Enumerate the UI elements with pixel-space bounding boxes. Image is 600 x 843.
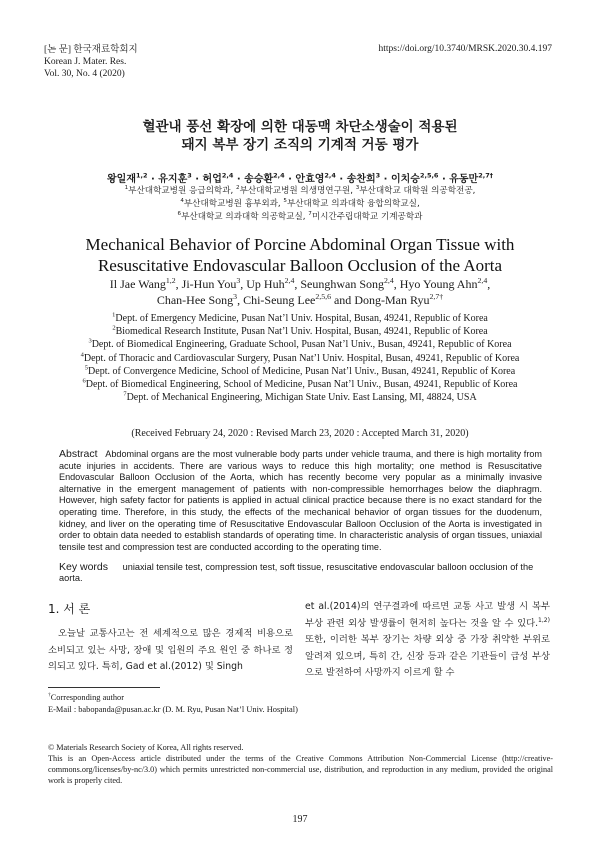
- author-separator: ,: [237, 293, 244, 307]
- footnote-divider: [48, 687, 160, 688]
- korean-affiliation-number: 2: [236, 185, 240, 192]
- author-separator: ,: [294, 277, 301, 291]
- author-separator: ·: [438, 174, 450, 185]
- korean-author-affil: 2,4: [221, 171, 234, 180]
- english-affiliation-text: Dept. of Convergence Medicine, School of Medicine, Pusan Nat’l Univ., Busan, 49241, Republic of Korea: [88, 365, 516, 377]
- english-authors: [40, 276, 560, 308]
- korean-title-line-2: 돼지 복부 장기 조직의 기계적 거동 평가: [181, 137, 419, 153]
- english-author-name: Up Huh: [246, 277, 285, 291]
- english-affiliation-text: Dept. of Biomedical Engineering, School of Medicine, Pusan Nat’l Univ., Busan, 49241, Republic of Korea: [85, 379, 518, 391]
- body-text-right-a: et al.(2014)의 연구결과에 따르면 교통 사고 발생 시 복부 부상 관련 외상 발생률이 현저히 높다는 것을 알 수 있다.: [305, 601, 550, 629]
- english-author-name: Seunghwan Song: [300, 277, 385, 291]
- english-author-name: Hyo Young Ahn: [399, 277, 478, 291]
- journal-line-3: Vol. 30, No. 4 (2020): [44, 69, 125, 79]
- english-authors-line-1: [40, 276, 560, 292]
- english-affiliation-line: [30, 365, 570, 378]
- author-separator: ,: [240, 277, 247, 291]
- license-block: [48, 742, 553, 786]
- korean-affiliations: [40, 185, 560, 224]
- english-affiliation-text: Dept. of Thoracic and Cardiovascular Surgery, Pusan Nat’l Univ. Hospital, Busan, 49241, Republic of Korea: [83, 352, 520, 364]
- korean-author-name: 이치승: [390, 174, 420, 185]
- english-author-affil: 1,2: [165, 276, 176, 285]
- korean-affiliation-text: 부산대학교 의과대학 의공학교실,: [181, 212, 309, 222]
- korean-affiliation-number: 3: [355, 185, 360, 192]
- author-separator: ·: [191, 174, 203, 185]
- english-author-name: Chan-Hee Song: [156, 293, 234, 307]
- korean-authors: [40, 170, 560, 185]
- english-authors-line-2: [40, 292, 560, 308]
- korean-author-name: 유동만: [449, 174, 479, 185]
- english-affiliation-number: 3: [88, 338, 92, 346]
- english-author-name: Dong-Man Ryu: [354, 293, 430, 307]
- english-author-affil: 2,4: [477, 276, 488, 285]
- korean-author-name: 송승환: [244, 174, 274, 185]
- english-affiliation-number: 4: [80, 351, 84, 359]
- body-text-left: 오늘날 교통사고는 전 세계적으로 많은 경제적 비용으로 소비되고 있는 사망, 장애 및 입원의 주요 원인 중 하나로 정의되고 있다. 특히, Gad et al.(2012) 및 Singh: [48, 628, 293, 672]
- korean-author-affil: 3: [375, 171, 381, 180]
- korean-affiliation-text: 부산대학교병원 흉부외과,: [183, 199, 284, 209]
- korean-affiliation-number: 1: [124, 185, 129, 192]
- english-affiliation-number: 1: [112, 311, 116, 319]
- author-separator: ·: [147, 174, 159, 185]
- english-author-affil: 2,4: [384, 276, 394, 285]
- korean-affiliation-number: 5: [283, 198, 287, 205]
- english-title: [40, 234, 560, 276]
- english-affiliation-text: Dept. of Mechanical Engineering, Michigan State Univ. East Lansing, MI, 48824, USA: [126, 392, 477, 404]
- english-affiliation-number: 7: [123, 390, 127, 398]
- corresponding-email: E-Mail : babopanda@pusan.ac.kr (D. M. Ryu, Pusan Nat’l Univ. Hospital): [48, 705, 298, 714]
- english-affiliation-text: Biomedical Research Institute, Pusan Nat’l Univ. Hospital, Busan, 49241, Republic of Korea: [115, 326, 488, 338]
- korean-affiliation-text: 부산대학교 대학원 의공학전공,: [359, 186, 476, 196]
- body-citation: 1,2): [538, 616, 550, 624]
- english-author-affil: 3: [233, 292, 238, 301]
- keywords: [59, 561, 542, 583]
- korean-title: [40, 118, 560, 154]
- english-affiliation-line: [30, 391, 570, 404]
- copyright-line: © Materials Research Society of Korea, All rights reserved.: [48, 743, 244, 752]
- corresponding-author-note: [48, 692, 124, 703]
- korean-author-name: 안효영: [295, 174, 325, 185]
- english-author-affil: 2,5,6: [315, 292, 331, 301]
- author-separator: ,: [175, 277, 182, 291]
- english-title-line-1: Mechanical Behavior of Porcine Abdominal Organ Tissue with: [85, 235, 515, 254]
- abstract-label: Abstract: [59, 448, 98, 460]
- english-author-affil: 2,4: [284, 276, 295, 285]
- korean-author-affil: 1,2: [135, 171, 148, 180]
- english-affiliation-number: 6: [82, 377, 86, 385]
- english-author-affil: 3: [236, 276, 241, 285]
- body-text-right-b: 또한, 이러한 복부 장기는 차량 외상 중 가장 취약한 부위로 알려져 있으며, 특히 간, 신장 등과 같은 기관들이 급성 부상으로 발전하여 사망까지 이르게 할 수: [305, 634, 550, 678]
- korean-affiliation-number: 7: [308, 211, 312, 218]
- english-affiliation-text: Dept. of Emergency Medicine, Pusan Nat’l Univ. Hospital, Busan, 49241, Republic of Korea: [115, 313, 488, 324]
- korean-affiliation-line-3: [40, 211, 560, 224]
- author-separator: and: [330, 293, 355, 307]
- korean-author-name: 송찬희: [346, 174, 376, 185]
- english-title-line-2: Resuscitative Endovascular Balloon Occlusion of the Aorta: [97, 256, 503, 275]
- korean-author-name: 유지훈: [158, 174, 188, 185]
- section-heading-introduction: 1. 서 론: [48, 602, 91, 616]
- korean-author-name: 허업: [202, 174, 222, 185]
- english-affiliation-line: [30, 352, 570, 365]
- author-separator: ,: [487, 277, 491, 291]
- abstract-text: Abdominal organs are the most vulnerable body parts under vehicle trauma, and there is high mortality from acute injuries in accidents. There are various ways to reduce this high mortality; one method is Resuscitative Endovascular Balloon Occlusion of the Aorta, which has recently become very popular as a minimally invasive alternative in the emergent management of patients with non-compressible hemorrhages below the diaphragm. However, high safety factor for patients is applied in actual clinical practice because there is no exact standard for the operating time. Therefore, in this study, the effects of the mechanical behavior of organ tissues for the duodenum, kidney, and liver on the operating time of Resuscitative Endovascular Balloon Occlusion of the Aorta is investigated in order to obtain data needed to establish standards of operating time. In characteristic analysis of organ tissues, uniaxial tensile test and compression test are conducted according to the operating time.: [59, 449, 542, 552]
- body-column-right: [305, 599, 550, 682]
- english-author-affil: 2,7†: [429, 292, 444, 301]
- korean-affiliation-text: 부산대학교병원 의생명연구원,: [239, 186, 356, 196]
- journal-line-2: Korean J. Mater. Res.: [44, 57, 127, 67]
- english-affiliation-line: [30, 325, 570, 338]
- english-affiliation-number: 5: [84, 364, 89, 372]
- korean-author-affil: 2,5,6: [419, 171, 439, 180]
- doi-link[interactable]: https://doi.org/10.3740/MRSK.2020.30.4.197: [378, 44, 552, 54]
- korean-affiliation-number: 6: [177, 211, 182, 218]
- korean-affiliation-text: 부산대학교 의과대학 융합의학교실,: [286, 199, 420, 209]
- author-separator: ,: [393, 277, 400, 291]
- english-affiliation-line: [30, 378, 570, 391]
- korean-author-affil: 2,4: [273, 171, 285, 180]
- korean-author-name: 왕일재: [107, 174, 136, 185]
- dagger-mark: †: [48, 692, 51, 699]
- received-dates: (Received February 24, 2020 : Revised March 23, 2020 : Accepted March 31, 2020): [131, 428, 469, 439]
- journal-info: [44, 44, 138, 80]
- author-separator: ·: [284, 174, 296, 185]
- abstract: [59, 449, 542, 553]
- english-affiliation-line: [30, 312, 570, 325]
- corresponding-label: Corresponding author: [50, 693, 124, 702]
- author-separator: ·: [233, 174, 245, 185]
- author-separator: ·: [335, 174, 347, 185]
- korean-affiliation-text: 부산대학교병원 응급의학과,: [128, 186, 236, 196]
- korean-affiliation-text: 미시간주립대학교 기계공학과: [311, 212, 423, 222]
- page-number: 197: [292, 814, 308, 825]
- english-author-name: Il Jae Wang: [109, 277, 166, 291]
- keywords-text: uniaxial tensile test, compression test, soft tissue, resuscitative endovascular balloon occlusion of the aorta.: [59, 562, 534, 583]
- keywords-label: Key words: [59, 561, 109, 573]
- korean-author-affil: 2,4: [324, 171, 336, 180]
- korean-affiliation-number: 4: [180, 198, 184, 205]
- license-text: This is an Open-Access article distributed under the terms of the Creative Commons Attribution Non-Commercial License (http://creative-commons.org/licenses/by-nc/3.0) which permits unrestricted non-commercial use, distribution, and reproduction in any medium, provided the original work is properly cited.: [48, 754, 553, 785]
- korean-author-affil: 2,7†: [478, 171, 493, 180]
- english-affiliation-text: Dept. of Biomedical Engineering, Graduate School, Pusan Nat’l Univ., Busan, 49241, Republic of Korea: [91, 339, 512, 351]
- english-affiliations: [30, 312, 570, 404]
- korean-title-line-1: 혈관내 풍선 확장에 의한 대동맥 차단소생술이 적용된: [142, 119, 458, 135]
- english-affiliation-line: [30, 338, 570, 351]
- body-column-left: [48, 626, 293, 676]
- author-separator: ·: [380, 174, 391, 185]
- korean-author-affil: 3: [187, 171, 192, 180]
- english-affiliation-number: 2: [112, 324, 116, 332]
- korean-affiliation-line-2: [40, 198, 560, 211]
- journal-line-1: [논 문] 한국재료학회지: [44, 45, 138, 55]
- english-author-name: Chi-Seung Lee: [243, 293, 316, 307]
- english-author-name: Ji-Hun You: [181, 277, 237, 291]
- korean-affiliation-line-1: [40, 185, 560, 198]
